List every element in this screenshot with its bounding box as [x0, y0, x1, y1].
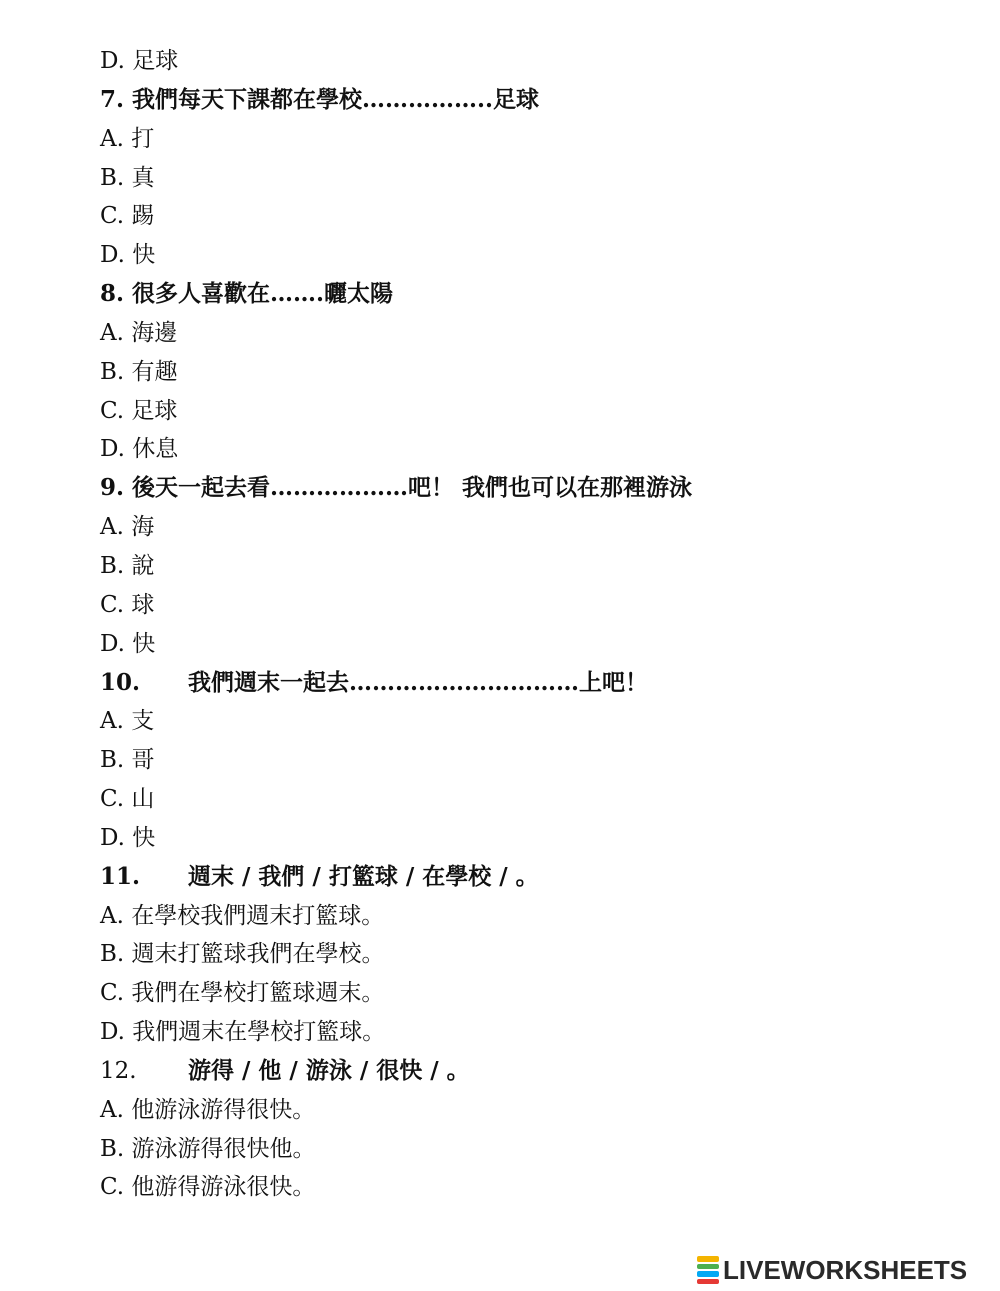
brand-text: LIVEWORKSHEETS: [723, 1254, 968, 1285]
question-line: [100, 858, 960, 897]
question-line: [100, 1052, 960, 1091]
option-line: D. 足球: [100, 48, 179, 74]
question-text: 我們週末一起去…………………………上吧！: [188, 668, 648, 696]
option-line: C. 球: [100, 591, 155, 618]
option-line: D. 快: [100, 630, 156, 657]
question-text: 週末 / 我們 / 打籃球 / 在學校 / 。: [188, 862, 539, 890]
option-line: A. 在學校我們週末打籃球。: [100, 902, 385, 929]
question-number: 10.: [100, 668, 141, 696]
option-line: D. 我們週末在學校打籃球。: [100, 1019, 386, 1046]
question-text: 游得 / 他 / 游泳 / 很快 / 。: [188, 1056, 470, 1084]
option-line: A. 海邊: [100, 319, 178, 346]
option-line: A. 海: [100, 514, 155, 541]
question-number: 7.: [100, 85, 125, 113]
logo-block: [697, 1256, 719, 1262]
question-number: 8.: [100, 280, 125, 308]
logo-block: [697, 1279, 719, 1285]
question-text: 很多人喜歡在…….曬太陽: [124, 280, 394, 308]
question-line: [100, 275, 960, 314]
question-line: [100, 664, 960, 703]
liveworksheets-brand: [697, 1253, 967, 1287]
option-line: B. 游泳游得很快他。: [100, 1135, 316, 1162]
option-line: C. 他游得游泳很快。: [100, 1174, 316, 1201]
question-text: 後天一起去看………………吧！ 我們也可以在那裡游泳: [124, 474, 693, 502]
option-line: C. 足球: [100, 397, 178, 424]
option-line: A. 支: [100, 708, 155, 735]
question-number: 11.: [100, 862, 141, 890]
question-text: 我們每天下課都在學校……………..足球: [124, 85, 540, 113]
question-number: 9.: [100, 474, 125, 502]
option-line: C. 踢: [100, 203, 155, 230]
option-line: B. 真: [100, 164, 155, 191]
logo-block: [697, 1271, 719, 1277]
liveworksheets-logo-icon: [697, 1255, 719, 1285]
question-line: [100, 81, 960, 120]
question-line: [100, 469, 960, 508]
option-line: B. 有趣: [100, 358, 178, 385]
option-line: B. 說: [100, 552, 155, 579]
option-line: D. 快: [100, 824, 156, 851]
logo-block: [697, 1264, 719, 1270]
worksheet-content: [100, 42, 960, 1207]
question-number: 12.: [100, 1057, 137, 1084]
option-line: A. 打: [100, 125, 155, 152]
option-line: D. 休息: [100, 436, 179, 463]
option-line: C. 我們在學校打籃球週末。: [100, 980, 385, 1007]
option-line: B. 週末打籃球我們在學校。: [100, 941, 385, 968]
option-line: B. 哥: [100, 747, 155, 774]
option-line: D. 快: [100, 242, 156, 269]
option-line: C. 山: [100, 786, 155, 813]
option-line: A. 他游泳游得很快。: [100, 1096, 316, 1123]
